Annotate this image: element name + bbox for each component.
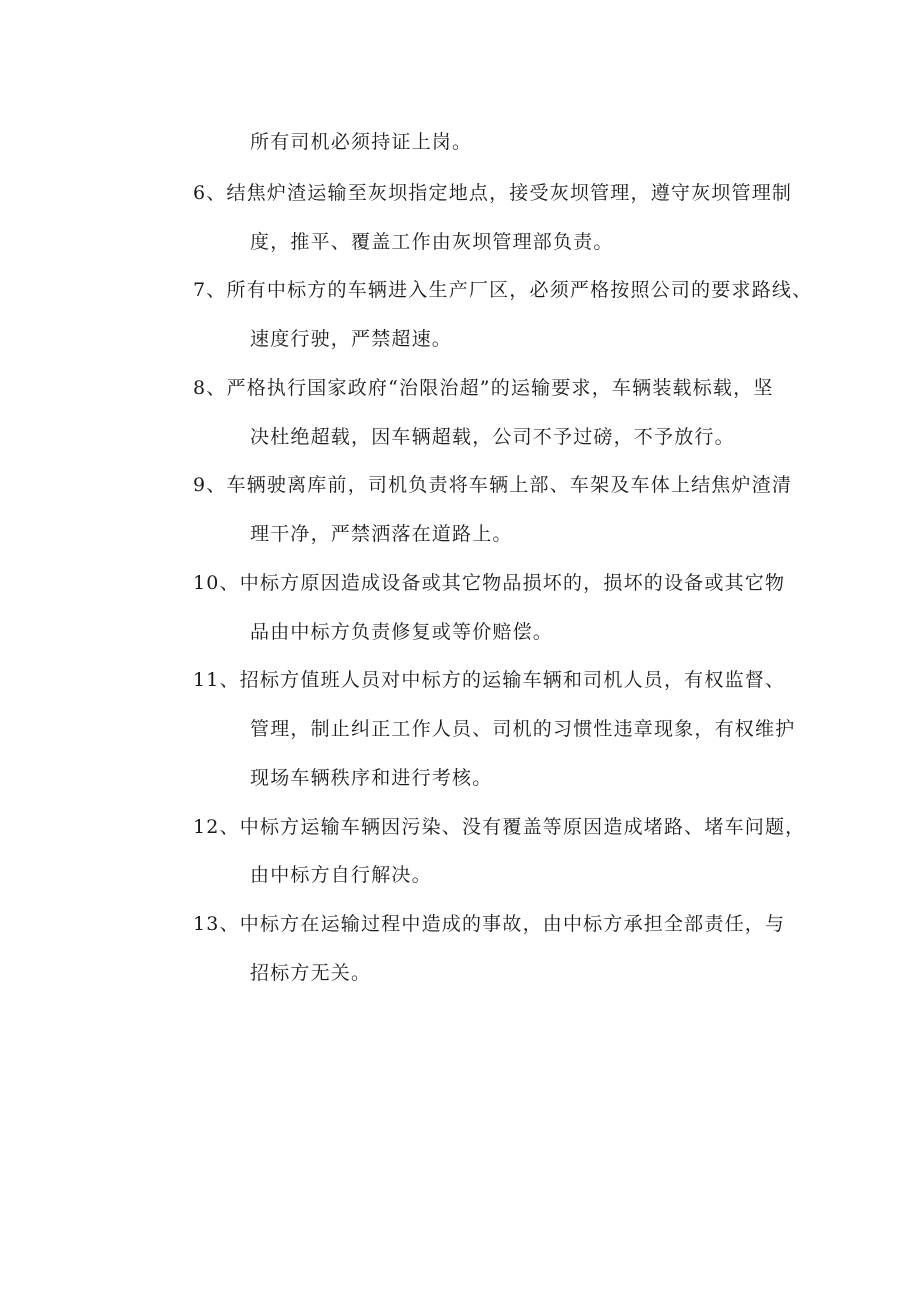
text-line: 所有司机必须持证上岗。	[250, 131, 473, 153]
text-line: 9、车辆驶离库前，司机负责将车辆上部、车架及车体上结焦炉渣清	[193, 474, 793, 496]
text-line: 管理，制止纠正工作人员、司机的习惯性违章现象，有权维护	[250, 718, 796, 740]
text-line: 品由中标方负责修复或等价赔偿。	[250, 621, 554, 643]
text-line: 11、招标方值班人员对中标方的运输车辆和司机人员，有权监督、	[193, 669, 786, 691]
text-line: 理干净，严禁洒落在道路上。	[250, 523, 513, 545]
text-line: 由中标方自行解决。	[250, 864, 432, 886]
text-line: 12、中标方运输车辆因污染、没有覆盖等原因造成堵路、堵车问题，	[193, 816, 806, 838]
text-line: 速度行驶，严禁超速。	[250, 328, 453, 350]
text-line: 现场车辆秩序和进行考核。	[250, 767, 493, 789]
text-line: 10、中标方原因造成设备或其它物品损坏的，损坏的设备或其它物	[193, 572, 786, 594]
text-line: 13、中标方在运输过程中造成的事故，由中标方承担全部责任，与	[193, 913, 786, 935]
text-line: 6、结焦炉渣运输至灰坝指定地点，接受灰坝管理，遵守灰坝管理制	[193, 182, 793, 204]
text-line: 决杜绝超载，因车辆超载，公司不予过磅，不予放行。	[250, 426, 735, 448]
text-line: 招标方无关。	[250, 962, 372, 984]
text-line: 8、严格执行国家政府“治限治超”的运输要求，车辆装载标载，坚	[193, 377, 774, 399]
text-line: 度，推平、覆盖工作由灰坝管理部负责。	[250, 231, 614, 253]
text-line: 7、所有中标方的车辆进入生产厂区，必须严格按照公司的要求路线、	[193, 279, 813, 301]
